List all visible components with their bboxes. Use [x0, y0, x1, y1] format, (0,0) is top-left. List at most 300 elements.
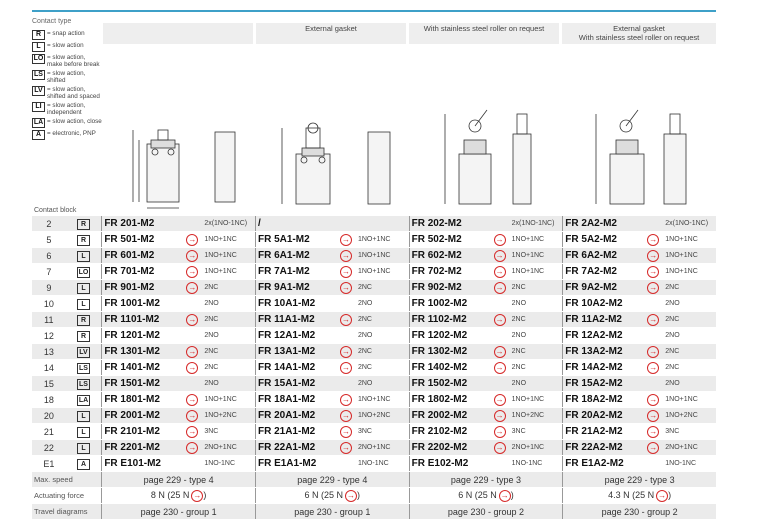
contacts-config: 2NO: [665, 300, 680, 307]
positive-opening-icon: →: [495, 250, 504, 260]
product-code: FR 11A2-M2: [565, 314, 622, 325]
contacts-config: 1NO+1NC: [511, 396, 545, 403]
contact-block-number: 6: [32, 248, 66, 264]
product-cell: [102, 328, 256, 344]
product-code: FR 12A1-M2: [257, 330, 316, 341]
contact-block-number: E1: [32, 456, 66, 472]
contacts-config: 2NC: [511, 284, 526, 291]
contacts-config: 1NO+1NC: [511, 236, 545, 243]
product-code: FR 9A1-M2: [257, 282, 310, 293]
table-row: [32, 296, 716, 312]
product-cell: [563, 296, 716, 312]
contact-block-number: 7: [32, 264, 66, 280]
contact-symbol: LV: [32, 86, 45, 96]
switch-drawing-3: [409, 44, 559, 214]
contacts-config: 1NO-1NC: [357, 460, 389, 467]
contacts-config: 2NC: [357, 284, 372, 291]
product-cell: [102, 456, 256, 472]
product-cell: [563, 264, 716, 280]
product-code: FR 20A2-M2: [565, 410, 623, 421]
switch-drawing-2: [256, 44, 406, 214]
product-cell: [563, 440, 716, 456]
footer-value: page 229 - type 3: [409, 472, 563, 488]
product-cell: [255, 392, 409, 408]
contacts-config: 1NO+1NC: [204, 236, 237, 243]
table-row: [32, 328, 716, 344]
product-code: FR 502-M2: [411, 234, 462, 245]
contacts-config: 3NC: [204, 428, 219, 435]
contact-block-label: Contact block: [34, 207, 77, 214]
product-code: FR 2002-M2: [411, 410, 468, 421]
product-code: FR 1502-M2: [411, 378, 468, 389]
product-cell: [255, 456, 409, 472]
contact-symbol: A: [77, 459, 90, 470]
product-code: FR 14A1-M2: [257, 362, 316, 373]
legend-item: [32, 102, 102, 116]
product-cell: [255, 360, 409, 376]
product-code: FR 1001-M2: [104, 298, 160, 309]
product-code: FR 201-M2: [104, 218, 155, 229]
contacts-config: 1NO-1NC: [204, 460, 236, 467]
product-cell: [102, 392, 256, 408]
product-code: FR 1002-M2: [411, 298, 468, 309]
product-cell: [563, 216, 716, 232]
switch-drawing-1: [103, 44, 253, 214]
contacts-config: 2NO+1NC: [511, 444, 545, 451]
product-code: FR 6A2-M2: [565, 250, 617, 261]
product-cell: [409, 328, 563, 344]
product-cell: [409, 296, 563, 312]
table-row: [32, 248, 716, 264]
product-code: FR E1A2-M2: [565, 458, 624, 469]
legend-title: Contact type: [32, 18, 72, 25]
contact-symbol: R: [77, 235, 90, 246]
contact-block-number: 14: [32, 360, 66, 376]
positive-opening-icon: →: [649, 234, 658, 244]
product-cell: [255, 440, 409, 456]
contact-block-number: 5: [32, 232, 66, 248]
legend-item: [32, 54, 102, 68]
positive-opening-icon: →: [495, 346, 504, 356]
positive-opening-icon: →: [188, 362, 197, 372]
contacts-config: 2NO: [511, 300, 527, 307]
contacts-config: 1NO+1NC: [204, 396, 237, 403]
product-cell: [255, 312, 409, 328]
legend-text: = slow action, shifted and spaced: [47, 86, 100, 100]
product-cell: [563, 344, 716, 360]
product-code: FR 1301-M2: [104, 346, 160, 357]
positive-opening-icon: →: [495, 442, 504, 452]
positive-opening-icon: →: [188, 346, 197, 356]
product-cell: [102, 264, 256, 280]
contact-symbol: L: [77, 443, 90, 454]
positive-opening-icon: →: [188, 266, 197, 276]
legend-text: = slow action: [47, 42, 84, 49]
table-row: [32, 280, 716, 296]
positive-opening-icon: →: [495, 314, 504, 324]
product-cell: [563, 456, 716, 472]
footer-value: page 229 - type 4: [102, 472, 256, 488]
footer-value: page 229 - type 3: [563, 472, 716, 488]
product-cell: [563, 328, 716, 344]
product-code: FR 10A2-M2: [565, 298, 623, 309]
product-code: FR 2101-M2: [104, 426, 160, 437]
contacts-config: 2NC: [204, 316, 219, 323]
product-cell: [255, 328, 409, 344]
column-header-4: External gasket With stainless steel roller on request: [562, 23, 716, 44]
product-code: FR 1501-M2: [104, 378, 160, 389]
contacts-config: 3NC: [511, 428, 526, 435]
product-cell: [409, 280, 563, 296]
product-code: FR 15A1-M2: [257, 378, 316, 389]
contact-symbol: R: [32, 30, 45, 40]
positive-opening-icon: →: [341, 234, 350, 244]
positive-opening-icon: →: [495, 234, 504, 244]
product-cell: [563, 360, 716, 376]
positive-opening-icon: →: [649, 250, 658, 260]
footer-label: Max. speed: [32, 472, 102, 488]
product-code: FR 21A1-M2: [257, 426, 316, 437]
product-code: FR 10A1-M2: [257, 298, 316, 309]
contacts-config: 1NO+1NC: [357, 396, 391, 403]
positive-opening-icon: →: [649, 282, 658, 292]
contacts-config: 1NO+1NC: [204, 268, 237, 275]
positive-opening-icon: →: [347, 490, 356, 500]
legend-item: [32, 70, 102, 84]
product-code: FR 601-M2: [104, 250, 155, 261]
product-cell: [102, 232, 256, 248]
product-cell: [409, 408, 563, 424]
positive-opening-icon: →: [495, 410, 504, 420]
product-cell: [255, 296, 409, 312]
product-code: FR 602-M2: [411, 250, 462, 261]
contacts-config: 1NO+1NC: [665, 236, 698, 243]
column-header-1: [103, 23, 253, 44]
contact-block-number: 12: [32, 328, 66, 344]
contacts-config: 2NC: [665, 316, 680, 323]
contact-symbol: LI: [32, 102, 45, 112]
table-row: [32, 232, 716, 248]
table-row: [32, 264, 716, 280]
contacts-config: 2NC: [357, 364, 372, 371]
footer-label: Travel diagrams: [32, 504, 102, 520]
product-code: FR 15A2-M2: [565, 378, 623, 389]
table-row: [32, 408, 716, 424]
positive-opening-icon: →: [495, 362, 504, 372]
product-code: FR E1A1-M2: [257, 458, 317, 469]
contacts-config: 2NC: [665, 348, 680, 355]
product-cell: [255, 264, 409, 280]
contact-block-number: 10: [32, 296, 66, 312]
product-cell: [102, 408, 256, 424]
table-row: [32, 424, 716, 440]
product-code: FR 7A1-M2: [257, 266, 310, 277]
contacts-config: 2NC: [204, 348, 219, 355]
contacts-config: 3NC: [357, 428, 372, 435]
contacts-config: 2x(1NO-1NC): [204, 220, 248, 227]
product-cell: [409, 456, 563, 472]
product-cell: [409, 248, 563, 264]
positive-opening-icon: →: [341, 346, 350, 356]
product-cell: [563, 280, 716, 296]
contacts-config: 1NO+1NC: [204, 252, 237, 259]
product-code: FR 2202-M2: [411, 442, 468, 453]
positive-opening-icon: →: [495, 426, 504, 436]
footer-row: [32, 504, 716, 520]
footer-value: 6 N (25 N → ): [409, 488, 563, 504]
contacts-config: 1NO+1NC: [665, 268, 698, 275]
contacts-config: 2NO+1NC: [665, 444, 698, 451]
product-code: FR 1101-M2: [104, 314, 160, 325]
positive-opening-icon: →: [495, 282, 504, 292]
product-code: FR 2201-M2: [104, 442, 160, 453]
positive-opening-icon: →: [341, 250, 350, 260]
product-cell: [255, 424, 409, 440]
contacts-config: 2NO: [204, 380, 219, 387]
footer-row: [32, 472, 716, 488]
product-code: FR 702-M2: [411, 266, 462, 277]
footer-value: 6 N (25 N → ): [255, 488, 409, 504]
product-cell: [409, 376, 563, 392]
contact-block-number: 18: [32, 392, 66, 408]
product-code: FR E102-M2: [411, 458, 469, 469]
contacts-config: 2NC: [665, 364, 680, 371]
column-header-3: With stainless steel roller on request: [409, 23, 559, 44]
footer-row: [32, 488, 716, 504]
product-cell: [102, 248, 256, 264]
product-cell: [409, 360, 563, 376]
product-cell: [255, 216, 409, 232]
positive-opening-icon: →: [658, 490, 667, 500]
product-code: FR 1201-M2: [104, 330, 160, 341]
contacts-config: 2NO: [665, 380, 680, 387]
product-code: FR 14A2-M2: [565, 362, 623, 373]
footer-value: 8 N (25 N → ): [102, 488, 256, 504]
positive-opening-icon: →: [188, 394, 197, 404]
product-code: FR 6A1-M2: [257, 250, 310, 261]
contacts-config: 2NO: [511, 332, 527, 339]
product-code: FR 1801-M2: [104, 394, 160, 405]
positive-opening-icon: →: [649, 394, 658, 404]
positive-opening-icon: →: [188, 234, 197, 244]
product-code: FR 22A2-M2: [565, 442, 623, 453]
contacts-config: 1NO+1NC: [665, 396, 698, 403]
contacts-config: 1NO+1NC: [511, 268, 545, 275]
contact-symbol: LS: [77, 379, 90, 390]
contact-block-number: 2: [32, 216, 66, 232]
product-code: FR 2A2-M2: [565, 218, 617, 229]
product-cell: [409, 232, 563, 248]
positive-opening-icon: →: [649, 346, 658, 356]
contact-block-number: 22: [32, 440, 66, 456]
table-row: [32, 312, 716, 328]
footer-label: Actuating force: [32, 488, 102, 504]
contacts-config: 2NO: [204, 332, 219, 339]
product-code: FR 22A1-M2: [257, 442, 316, 453]
positive-opening-icon: →: [649, 362, 658, 372]
contacts-config: 2NC: [511, 364, 526, 371]
positive-opening-icon: →: [188, 426, 197, 436]
product-code: FR 2001-M2: [104, 410, 160, 421]
contacts-config: 1NO+1NC: [665, 252, 698, 259]
product-cell: [563, 392, 716, 408]
product-code: FR 20A1-M2: [257, 410, 316, 421]
product-cell: [102, 360, 256, 376]
product-code: FR 11A1-M2: [257, 314, 315, 325]
product-cell: [409, 392, 563, 408]
contacts-config: 1NO-1NC: [511, 460, 543, 467]
contact-block-number: 9: [32, 280, 66, 296]
product-code: FR 1302-M2: [411, 346, 468, 357]
product-cell: [102, 296, 256, 312]
positive-opening-icon: →: [341, 442, 350, 452]
contact-symbol: LA: [33, 119, 44, 126]
product-code: FR 5A2-M2: [565, 234, 617, 245]
legend-item: [32, 130, 102, 140]
contacts-config: 2NO+1NC: [204, 444, 237, 451]
table-row: [32, 360, 716, 376]
product-cell: [563, 376, 716, 392]
table-row: [32, 376, 716, 392]
contacts-config: 1NO+2NC: [357, 412, 391, 419]
contact-block-number: 15: [32, 376, 66, 392]
legend: [32, 18, 102, 142]
contacts-config: 2NC: [204, 284, 219, 291]
positive-opening-icon: →: [495, 394, 504, 404]
contact-symbol: LO: [78, 268, 89, 276]
positive-opening-icon: →: [188, 250, 197, 260]
product-cell: [102, 440, 256, 456]
product-cell: [563, 424, 716, 440]
contacts-config: 2NC: [357, 316, 372, 323]
contacts-config: 2NO: [357, 380, 373, 387]
positive-opening-icon: →: [188, 410, 197, 420]
contact-symbol: R: [77, 315, 90, 326]
table-row: [32, 344, 716, 360]
positive-opening-icon: →: [188, 314, 197, 324]
product-code: FR 21A2-M2: [565, 426, 623, 437]
product-cell: [409, 424, 563, 440]
contact-symbol: L: [77, 411, 90, 422]
product-code: FR E101-M2: [104, 458, 161, 469]
positive-opening-icon: →: [341, 282, 350, 292]
product-cell: [102, 424, 256, 440]
contacts-config: 2NC: [665, 284, 680, 291]
positive-opening-icon: →: [341, 426, 350, 436]
product-table: [32, 216, 716, 520]
product-code: /: [257, 218, 261, 229]
product-cell: [563, 248, 716, 264]
contact-block-number: 13: [32, 344, 66, 360]
table-row: [32, 216, 716, 232]
product-code: FR 1802-M2: [411, 394, 468, 405]
contact-block-number: 20: [32, 408, 66, 424]
product-cell: [563, 312, 716, 328]
contacts-config: 2NO: [357, 300, 373, 307]
positive-opening-icon: →: [341, 362, 350, 372]
contacts-config: 1NO+2NC: [511, 412, 545, 419]
contacts-config: 1NO+1NC: [357, 268, 391, 275]
product-code: FR 1202-M2: [411, 330, 468, 341]
positive-opening-icon: →: [649, 266, 658, 276]
product-code: FR 5A1-M2: [257, 234, 310, 245]
positive-opening-icon: →: [649, 410, 658, 420]
product-code: FR 701-M2: [104, 266, 155, 277]
contacts-config: 2NC: [204, 364, 219, 371]
legend-text: = slow action, close: [47, 118, 102, 125]
positive-opening-icon: →: [649, 314, 658, 324]
footer-value: page 230 - group 1: [102, 504, 256, 520]
product-cell: [255, 248, 409, 264]
contacts-config: 2NO: [511, 380, 527, 387]
legend-text: = snap action: [47, 30, 85, 37]
contacts-config: 2x(1NO-1NC): [511, 220, 555, 227]
footer-value: page 230 - group 2: [409, 504, 563, 520]
positive-opening-icon: →: [188, 442, 197, 452]
product-cell: [255, 280, 409, 296]
product-cell: [409, 216, 563, 232]
legend-item: [32, 86, 102, 100]
top-rule: [32, 10, 716, 12]
footer-value: page 229 - type 4: [255, 472, 409, 488]
column-header-2: External gasket: [256, 23, 406, 44]
contacts-config: 2NO: [204, 300, 219, 307]
contacts-config: 1NO-1NC: [665, 460, 697, 467]
contacts-config: 2NO: [357, 332, 373, 339]
product-code: FR 13A2-M2: [565, 346, 623, 357]
positive-opening-icon: →: [649, 442, 658, 452]
legend-text: = electronic, PNP: [47, 130, 96, 137]
contacts-config: 1NO+1NC: [511, 252, 545, 259]
product-cell: [102, 216, 256, 232]
legend-item: [32, 42, 102, 52]
positive-opening-icon: →: [341, 266, 350, 276]
product-cell: [102, 376, 256, 392]
product-code: FR 202-M2: [411, 218, 462, 229]
contact-symbol: LS: [32, 70, 45, 80]
contact-symbol: L: [77, 283, 90, 294]
product-cell: [563, 408, 716, 424]
table-row: [32, 392, 716, 408]
product-code: FR 13A1-M2: [257, 346, 316, 357]
contacts-config: 1NO+1NC: [357, 252, 391, 259]
contacts-config: 2NO: [665, 332, 680, 339]
footer-value: page 230 - group 1: [255, 504, 409, 520]
product-cell: [255, 344, 409, 360]
product-code: FR 12A2-M2: [565, 330, 623, 341]
legend-text: = slow action, independent: [47, 102, 86, 116]
contact-block-number: 21: [32, 424, 66, 440]
product-code: FR 501-M2: [104, 234, 155, 245]
contact-block-number: 11: [32, 312, 66, 328]
positive-opening-icon: →: [649, 426, 658, 436]
contacts-config: 2x(1NO-1NC): [665, 220, 709, 227]
product-cell: [255, 408, 409, 424]
product-cell: [409, 264, 563, 280]
contact-symbol: LS: [77, 363, 90, 374]
product-code: FR 901-M2: [104, 282, 155, 293]
legend-text: = slow action, shifted: [47, 70, 86, 84]
positive-opening-icon: →: [341, 394, 350, 404]
contact-symbol: A: [32, 130, 45, 140]
contacts-config: 1NO+2NC: [204, 412, 237, 419]
table-row: [32, 440, 716, 456]
contact-symbol: LV: [77, 347, 90, 358]
product-cell: [102, 312, 256, 328]
switch-drawing-4: [562, 44, 716, 214]
contacts-config: 2NC: [357, 348, 372, 355]
footer-value: page 230 - group 2: [563, 504, 716, 520]
